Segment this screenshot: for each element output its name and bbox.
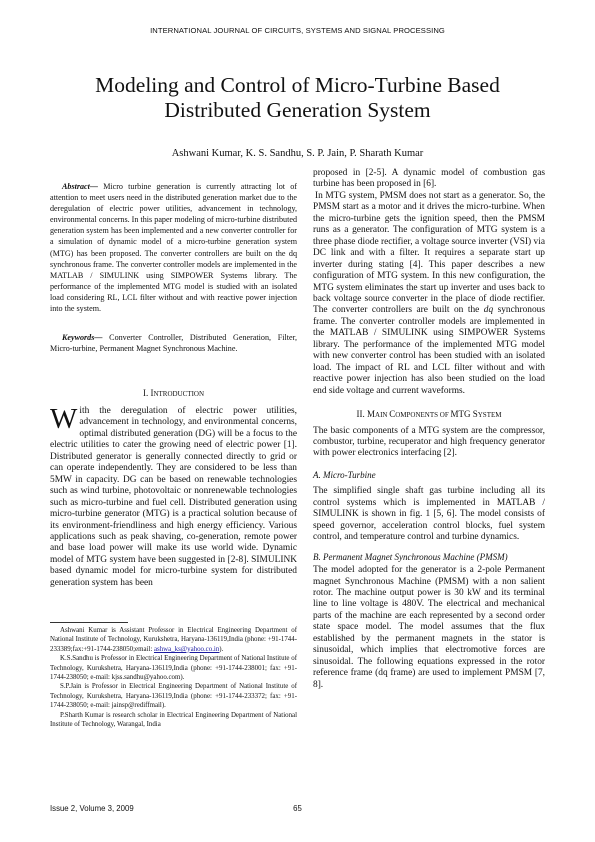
keywords-text: Converter Controller, Distributed Generation, Filter, Micro-turbine, Permanent Magnet Synchronous Machine. xyxy=(50,333,297,354)
footnote-divider xyxy=(50,622,128,623)
drop-cap: W xyxy=(50,403,78,435)
paragraph: proposed in [2-5]. A dynamic model of combustion gas turbine has been proposed in [6]. xyxy=(313,168,545,190)
paragraph: The simplified single shaft gas turbine including all its control systems which is implemented in MATLAB / SIMULINK is shown in fig. 1 [5, 6]. The model consists of speed governor, acceleration control blocks, fuel system control, and temperature control and turbine dynamics. xyxy=(313,486,545,543)
footnote: Ashwani Kumar is Assistant Professor in Electrical Engineering Department of National Institute of Technology, Kurukshetra, Haryana-136119,India (phone: +91-1744-233389;fax:+91-1744-238050;email: ashwa_ks@yahoo.co.in). xyxy=(50,627,297,653)
abstract-text: Micro turbine generation is currently attracting lot of attention to meet users need in the distributed generation market due to the deregulation of electric power utilities, advancement in technology, environmental concerns. In this paper modeling of micro-turbine distributed generation system has been implemented and a new converter controller for a simulation of dynamic model of a micro-turbine generation system (MTG) has been proposed. The converter controllers are built on the dq synchronous frame. The converter controller models are implemented in the MATLAB / SIMULINK using SIMPOWER Systems library. The performance of the implemented MTG model is studied with an isolated load considering RL, LCL filter without and with reactive power injection into the system. xyxy=(50,182,297,314)
title-line-1: Modeling and Control of Micro-Turbine Based xyxy=(95,73,500,97)
page-number: 65 xyxy=(293,804,302,813)
abstract xyxy=(50,181,297,314)
footer-issue: Issue 2, Volume 3, 2009 xyxy=(50,804,134,813)
abstract-label: Abstract— xyxy=(62,182,98,191)
subsection-heading-micro-turbine: A. Micro-Turbine xyxy=(313,469,376,480)
paragraph: In MTG system, PMSM does not start as a generator. So, the PMSM start as a motor and it drives the micro-turbine. When the micro-turbine gets the ignition speed, then the PMSM runs as a generator. The configuration of MTG system is a three phase diode rectifier, a voltage source inverter (VSI) via DC link and with a filter. It requires a separate start up inverter during stating [4]. This paper describes a new configuration of MTG system. In this new configuration, the MTG system eliminates the start up inverter and uses back to back voltage source converter in the place of diode rectifier. The converter controllers are built on the dq synchronous frame. The converter controller models are implemented in the MATLAB / SIMULINK using SIMPOWER Systems library. The performance of the implemented MTG model with new converter control has been studied with an isolated load. The impact of RL and LCL filter without and with reactive power injection has also been studied on the load end side voltage and current waveforms. xyxy=(313,190,545,396)
section-heading-main-components: II. MAIN COMPONENTS OF MTG SYSTEM xyxy=(356,409,502,420)
email-link[interactable]: ashwa_ks@yahoo.co.in xyxy=(153,645,220,653)
right-column xyxy=(313,168,545,691)
introduction-text: ith the deregulation of electric power utilities, advancement in technology, and environmental concerns, optimal distributed generation (DG) will be a focus to the electric utilities to cater the growing need of electric power [1]. Distributed generator is generally connected directly to grid or can operate independently. They are considered to be less than 5MW in capacity. DG can be based on renewable technologies such as wind turbine, photovoltaic or nonrenewable technologies such as micro-turbine and fuel cell. Distributed generation using micro-turbine generator (MTG) is a practical solution because of its environment-friendliness and high energy efficiency. Various applications such as peak shaving, co-generation, remote power and base load power will make its use world wide. Dynamic model of MTG system have been suggested in [2-8]. SIMULINK based dynamic model for micro-turbine system for distributed generation system has been xyxy=(50,406,297,588)
footnote: P.Sharth Kumar is research scholar in Electrical Engineering Department of National Institute of Technology, Warangal, India xyxy=(50,711,297,729)
introduction-paragraph xyxy=(50,403,297,589)
keywords xyxy=(50,332,297,354)
title-line-2: Distributed Generation System xyxy=(164,98,431,122)
author-list: Ashwani Kumar, K. S. Sandhu, S. P. Jain, P. Sharath Kumar xyxy=(171,148,424,159)
journal-header: INTERNATIONAL JOURNAL OF CIRCUITS, SYSTEMS AND SIGNAL PROCESSING xyxy=(150,26,445,35)
subsection-heading-pmsm: B. Permanent Magnet Synchronous Machine (PMSM) xyxy=(313,551,508,562)
footnotes xyxy=(50,626,297,729)
footnote: K.S.Sandhu is Professor in Electrical Engineering Department of National Institute of Technology, Kurukshetra, Haryana-136119,India (phone: +91-1744-238001; fax: +91-1744-238050; e-mail: kjss.sandhu@yahoo.com). xyxy=(50,655,297,682)
footnote: S.P.Jain is Professor in Electrical Engineering Department of National Institute of Technology, Kurukshetra, Haryana-136119,India (phone: +91-1744-233372; fax: +91-1744-238050; e-mail: jainsp@rediffmail). xyxy=(50,683,297,710)
paragraph: The basic components of a MTG system are the compressor, combustor, turbine, recuperator and high frequency generator with power electronics interfacing [2]. xyxy=(313,425,545,459)
section-heading-introduction: I. INTRODUCTION xyxy=(142,388,205,398)
keywords-label: Keywords— xyxy=(62,333,103,342)
paragraph: The model adopted for the generator is a 2-pole Permanent magnet Synchronous Machine (PMSM) with a non salient rotor. The machine output power is 30 kW and its terminal line to line voltage is 480V. The electrical and mechanical parts of the machine are each represented by a second order state space model. The model assumes that the flux established by the permanent magnets in the stator is sinusoidal, which implies that electromotive forces are sinusoidal. The following equations expressed in the rotor reference frame (dq frame) are used to implement PMSM [7, 8]. xyxy=(313,565,545,690)
paper-title xyxy=(40,73,555,123)
